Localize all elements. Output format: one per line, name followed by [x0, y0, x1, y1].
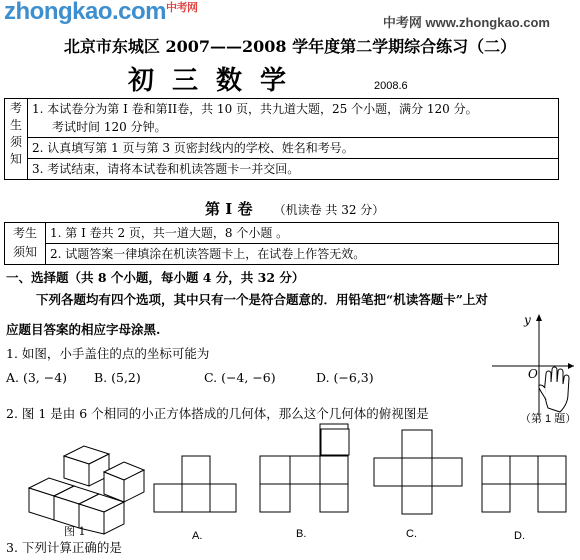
- question-2-option-b-label: B.: [296, 528, 307, 540]
- question-2-option-b-figure: [258, 454, 378, 516]
- y-axis-label: y: [524, 313, 531, 327]
- question-1-option-b: B. (5,2): [94, 370, 141, 385]
- notice-items: [46, 223, 559, 265]
- question-1-option-d: D. (−6,3): [316, 370, 374, 385]
- question-2-figure-1: [24, 436, 154, 536]
- notice-label: 考生 须知: [5, 223, 46, 265]
- question-1-option-c: C. (−4, −6): [204, 370, 276, 385]
- section-instruction: 应题目答案的相应字母涂黑.: [6, 322, 161, 337]
- notice-box-2: [4, 222, 559, 265]
- notice-items: [28, 99, 559, 180]
- notice-box-1: [4, 98, 559, 180]
- x-axis-arrow: [568, 363, 574, 369]
- question-1-caption: （第 1 题）: [520, 413, 577, 425]
- exam-date: 2008.6: [374, 80, 408, 92]
- question-2-option-a-label: A.: [192, 530, 203, 542]
- notice-item: 3. 考试结束，请将本试卷和机读答题卡一并交回。: [32, 162, 300, 176]
- question-2-option-a-figure: [152, 454, 238, 516]
- question-3-stem: 3. 下列计算正确的是: [6, 540, 122, 555]
- notice-item: 2. 认真填写第 1 页与第 3 页密封线内的学校、姓名和考号。: [28, 138, 558, 159]
- question-1-figure: [490, 312, 577, 425]
- notice-item: 1. 第 I 卷共 2 页，共一道大题，8 个小题 。: [46, 223, 558, 244]
- y-axis-arrow: [536, 314, 542, 321]
- notice-item: 考试时间 120 分钟。: [52, 120, 167, 134]
- hand-icon: [539, 367, 569, 412]
- question-2-option-b-top-cube: [320, 428, 350, 456]
- question-2-option-d-label: D.: [514, 530, 525, 542]
- question-2-option-c-label: C.: [406, 528, 417, 540]
- origin-label: O: [528, 367, 538, 381]
- notice-item: 1. 本试卷分为第 I 卷和第II卷，共 10 页，共九道大题，25 个小题，满分 120 分。: [32, 102, 478, 116]
- section-heading: 一、选择题（共 8 个小题，每小题 4 分，共 32 分）: [6, 270, 305, 285]
- exam-subject: 初三数学: [128, 66, 305, 96]
- question-2-option-c-figure: [372, 428, 466, 518]
- question-2-stem: 2. 图 1 是由 6 个相同的小正方体搭成的几何体，那么这个几何体的俯视图是: [6, 406, 429, 421]
- figure-1-label: 图 1: [64, 525, 86, 538]
- exam-title: 北京市东城区 2007——2008 学年度第二学期综合练习（二）: [63, 37, 517, 56]
- question-2-option-d-figure: [480, 454, 570, 516]
- site-logo: zhongkao.com$^{中考网}$: [4, 0, 198, 25]
- part1-heading: 第 I 卷 （机读卷 共 32 分）: [205, 200, 385, 218]
- site-watermark: 中考网 www.zhongkao.com: [382, 15, 550, 30]
- notice-item: 2. 试题答案一律填涂在机读答题卡上，在试卷上作答无效。: [50, 247, 366, 261]
- question-1-option-a: A. (3, −4): [6, 370, 68, 385]
- section-instruction: 下列各题均有四个选项，其中只有一个是符合题意的．用铅笔把“机读答题卡”上对: [36, 292, 488, 307]
- notice-label: 考 生 须 知: [5, 99, 28, 180]
- question-1-stem: 1. 如图，小手盖住的点的坐标可能为: [6, 346, 210, 361]
